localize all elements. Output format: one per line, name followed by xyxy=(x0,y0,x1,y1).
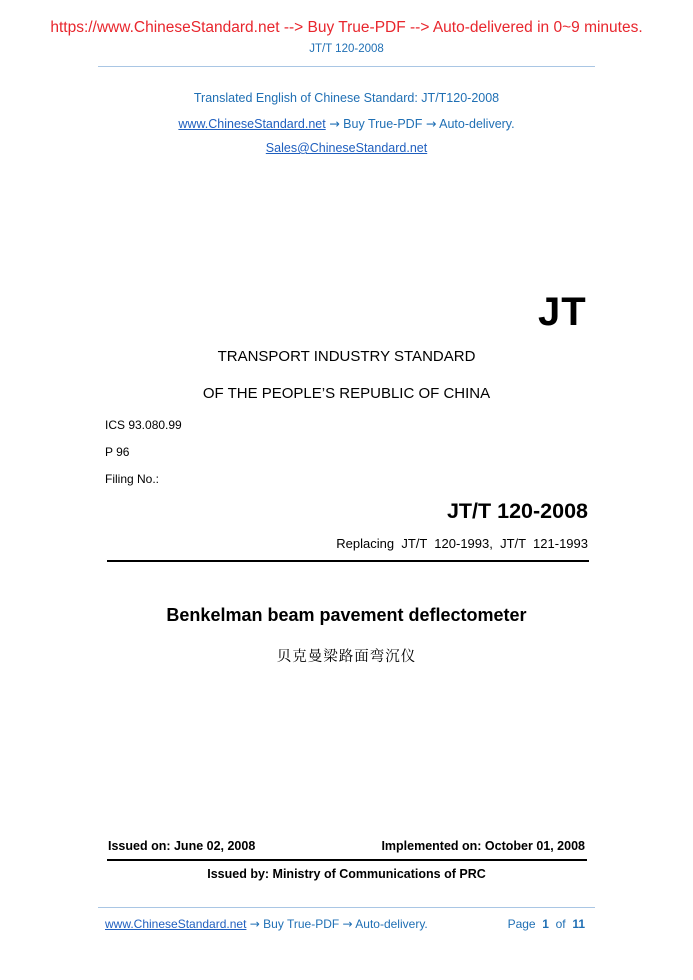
replacing-info: Replacing JT/T 120-1993, JT/T 121-1993 xyxy=(336,536,588,551)
document-title-cn: 贝克曼梁路面弯沉仪 xyxy=(276,649,417,665)
arrow-right-icon: → xyxy=(249,917,260,931)
chinese-standard-link[interactable]: www.ChineseStandard.net xyxy=(178,117,326,131)
translation-line-2 xyxy=(0,116,693,131)
arrow-right-icon: → xyxy=(342,917,353,931)
footer-rule xyxy=(98,907,595,908)
page-indicator xyxy=(508,917,585,931)
document-title-en: Benkelman beam pavement deflectometer xyxy=(166,605,527,625)
footer-left xyxy=(105,917,428,931)
sales-email-link[interactable]: Sales@ChineseStandard.net xyxy=(265,141,428,155)
header-rule xyxy=(98,66,595,67)
ics-code: ICS 93.080.99 xyxy=(105,418,182,432)
page-label: Page xyxy=(507,917,536,931)
standard-number: JT/T 120-2008 xyxy=(446,499,588,523)
issued-on: Issued on: June 02, 2008 xyxy=(108,839,256,853)
buy-true-pdf-text: Buy True-PDF xyxy=(343,117,423,131)
translation-line-3 xyxy=(0,141,693,155)
page-number: 1 xyxy=(542,917,549,931)
title-rule xyxy=(107,560,589,562)
auto-delivery-text: Auto-delivery. xyxy=(439,117,515,131)
of-label: of xyxy=(555,917,566,931)
standard-title-line-1: TRANSPORT INDUSTRY STANDARD xyxy=(217,348,476,365)
standard-title-line-2: OF THE PEOPLE’S REPUBLIC OF CHINA xyxy=(202,385,491,402)
filing-number: Filing No.: xyxy=(105,472,160,486)
promo-banner[interactable] xyxy=(0,19,693,37)
footer-buy-text: Buy True-PDF xyxy=(263,917,340,931)
running-header xyxy=(0,43,693,55)
translation-line-1-text: Translated English of Chinese Standard: JT/T120-2008 xyxy=(193,91,500,105)
translation-line-1 xyxy=(0,91,693,105)
arrow-right-icon: → xyxy=(425,116,437,131)
footer-link[interactable]: www.ChineseStandard.net xyxy=(105,917,247,931)
jt-logo: JT xyxy=(538,290,587,334)
header-doc-code: JT/T 120-2008 xyxy=(309,43,384,55)
page-total: 11 xyxy=(572,917,585,931)
footer-delivery-text: Auto-delivery. xyxy=(355,917,428,931)
p-code: P 96 xyxy=(105,445,130,459)
promo-banner-text[interactable]: https://www.ChineseStandard.net --> Buy True-PDF --> Auto-delivered in 0~9 minutes. xyxy=(50,19,643,36)
implemented-on: Implemented on: October 01, 2008 xyxy=(381,839,585,853)
issued-by: Issued by: Ministry of Communications of PRC xyxy=(207,867,486,881)
arrow-right-icon: → xyxy=(329,116,340,131)
dates-rule xyxy=(107,859,587,861)
